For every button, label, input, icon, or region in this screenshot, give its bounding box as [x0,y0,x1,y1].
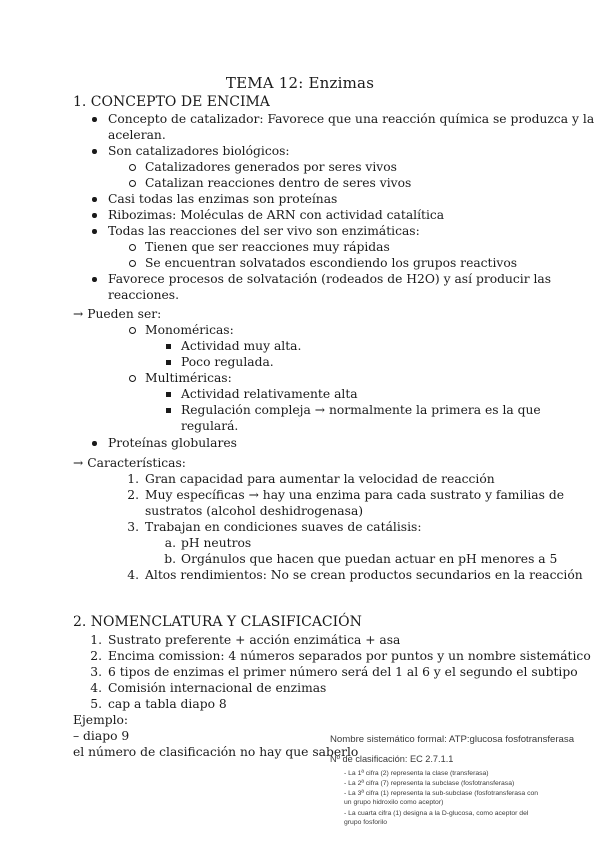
figure-note: - La cuarta cifra (1) designa a la D-glucosa, como aceptor del [344,810,529,817]
list-item: Catalizadores generados por seres vivos [145,160,397,174]
list-number: 1. [90,633,102,647]
caracteristicas-label: → Características: [73,456,186,470]
bullet-dot-icon [92,229,97,234]
diapo-label: – diapo 9 [73,729,130,743]
bullet-square-icon [166,344,171,349]
list-number: 4. [90,681,102,695]
list-number: 2. [90,649,102,663]
list-item: Regulación compleja → normalmente la primera es la que [181,403,541,417]
list-item: regulará. [181,419,239,433]
list-letter: b. [164,552,176,566]
list-item: cap a tabla diapo 8 [108,697,227,711]
list-item: Catalizan reacciones dentro de seres vivos [145,176,412,190]
figure-line-1: Nombre sistemático formal: ATP:glucosa fosfotransferasa [330,734,575,745]
bullet-dot-icon [92,117,97,122]
list-item: Monoméricas: [145,323,234,337]
bullet-dot-icon [92,213,97,218]
list-item: Favorece procesos de solvatación (rodeados de H2O) y así producir las [108,272,552,286]
figure-note: grupo fosforilo [344,819,388,826]
list-item: Proteínas globulares [108,436,237,450]
list-item: pH neutros [181,536,252,550]
bullet-circle-icon [129,180,136,187]
list-item: Comisión internacional de enzimas [108,681,327,695]
list-item: Encima comission: 4 números separados por puntos y un nombre sistemático [108,649,591,663]
bullet-square-icon [166,360,171,365]
list-item: Trabajan en condiciones suaves de catálisis: [145,520,422,534]
figure-note: un grupo hidroxilo como aceptor) [344,799,444,806]
list-item: Actividad relativamente alta [181,387,358,401]
list-item: Concepto de catalizador: Favorece que una reacción química se produzca y la [108,112,595,126]
figure-note: - La 2ª cifra (7) representa la subclase (fosfotransferasa) [344,780,515,787]
bullet-circle-icon [129,327,136,334]
list-item: Actividad muy alta. [181,339,302,353]
list-letter: a. [164,536,176,550]
list-number: 3. [127,520,139,534]
nota-text: el número de clasificación no hay que saberlo [73,745,359,759]
list-item: reacciones. [108,288,180,302]
page-title: TEMA 12: Enzimas [225,74,375,92]
bullet-dot-icon [92,441,97,446]
list-number: 4. [127,568,139,582]
list-item: Ribozimas: Moléculas de ARN con actividad catalítica [108,208,445,222]
bullet-circle-icon [129,244,136,251]
list-item: Todas las reacciones del ser vivo son enzimáticas: [108,224,420,238]
classification-example-figure [330,734,580,834]
list-number: 3. [90,665,102,679]
section-1-heading: 1. CONCEPTO DE ENCIMA [73,94,270,110]
list-item: Casi todas las enzimas son proteínas [108,192,338,206]
section-2-heading: 2. NOMENCLATURA Y CLASIFICACIÓN [73,614,362,630]
bullet-square-icon [166,392,171,397]
bullet-dot-icon [92,277,97,282]
list-item: Se encuentran solvatados escondiendo los grupos reactivos [145,256,518,270]
pueden-ser-label: → Pueden ser: [73,307,162,321]
bullet-square-icon [166,408,171,413]
figure-note: - La 1ª cifra (2) representa la clase (transferasa) [344,770,489,777]
figure-line-2: Nº de clasificación: EC 2.7.1.1 [330,754,454,764]
bullet-dot-icon [92,197,97,202]
list-item: Sustrato preferente + acción enzimática + asa [108,633,401,647]
list-item: Orgánulos que hacen que puedan actuar en pH menores a 5 [181,552,558,566]
list-item: Son catalizadores biológicos: [108,144,290,158]
bullet-circle-icon [129,260,136,267]
list-item: sustratos (alcohol deshidrogenasa) [145,504,364,518]
list-item: Altos rendimientos: No se crean productos secundarios en la reacción [145,568,583,582]
list-item: Tienen que ser reacciones muy rápidas [145,240,390,254]
list-number: 1. [127,472,139,486]
bullet-circle-icon [129,164,136,171]
bullet-circle-icon [129,375,136,382]
list-item: Muy específicas → hay una enzima para cada sustrato y familias de [145,488,564,502]
list-item: Gran capacidad para aumentar la velocidad de reacción [145,472,495,486]
bullet-dot-icon [92,149,97,154]
figure-note: - La 3ª cifra (1) representa la sub-subclase (fosfotransferasa con [344,790,539,797]
list-item: Multiméricas: [145,371,232,385]
list-number: 2. [127,488,139,502]
ejemplo-label: Ejemplo: [73,713,129,727]
list-item: 6 tipos de enzimas el primer número será del 1 al 6 y el segundo el subtipo [108,665,578,679]
list-item: aceleran. [108,128,166,142]
list-item: Poco regulada. [181,355,274,369]
list-number: 5. [90,697,102,711]
